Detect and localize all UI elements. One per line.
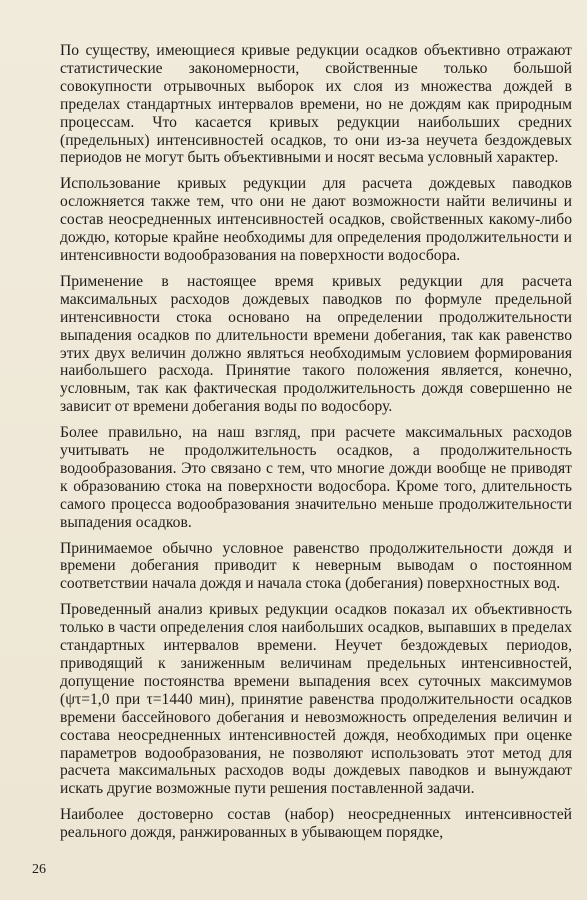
paragraph: Использование кривых редукции для расчета дождевых паводков осложняется также тем, что они не дают возможности найти величины и состав неосредненных интенсивностей осадков, свойственных какому-либо дождю, которые крайне необходимы для определения продолжительности и интенсивности водообразования на поверхности водосбора. — [60, 175, 572, 264]
paragraph: По существу, имеющиеся кривые редукции осадков объективно отражают статистические закономерности, свойственные только большой совокупности отрывочных выборок их слоя из множества дождей в пределах стандартных интервалов времени, но не дождям как природным процессам. Что касается кривых редукции наибольших средних (предельных) интенсивностей осадков, то они из-за неучета бездождевых периодов не могут быть объективными и носят весьма условный характер. — [60, 42, 572, 167]
paragraph: Проведенный анализ кривых редукции осадков показал их объективность только в части определения слоя наибольших осадков, выпавших в пределах стандартных интервалов времени. Неучет бездождевых периодов, приводящий к заниженным величинам предельных интенсивностей, допущение постоянства времени выпадения всех суточных максимумов (ψτ=1,0 при τ=1440 мин), принятие равенства продолжительности осадков времени бассейнового добегания и невозможность определения величин и состава неосредненных интенсивностей дождя, необходимых при оценке параметров водообразования, не позволяют использовать этот метод для расчета максимальных расходов воды дождевых паводков и вынуждают искать другие возможные пути решения поставленной задачи. — [60, 601, 572, 798]
paragraph: Принимаемое обычно условное равенство продолжительности дождя и времени добегания приводит к неверным выводам о постоянном соответствии начала дождя и начала стока (добегания) поверхностных вод. — [60, 539, 572, 593]
paragraph: Более правильно, на наш взгляд, при расчете максимальных расходов учитывать не продолжительность осадков, а продолжительность водообразования. Это связано с тем, что многие дожди вообще не приводят к образованию стока на поверхности водосбора. Кроме того, длительность самого процесса водообразования значительно меньше продолжительности выпадения осадков. — [60, 424, 572, 531]
body-text — [60, 42, 572, 850]
paragraph: Применение в настоящее время кривых редукции для расчета максимальных расходов дождевых паводков по формуле предельной интенсивности стока основано на определении продолжительности выпадения осадков по длительности времени добегания, так как равенство этих двух величин должно являться необходимым условием формирования наибольшего расхода. Принятие такого положения является, конечно, условным, так как фактическая продолжительность дождя совершенно не зависит от времени добегания воды по водосбору. — [60, 272, 572, 416]
page-number: 26 — [32, 862, 46, 877]
paragraph: Наиболее достоверно состав (набор) неосредненных интенсивностей реального дождя, ранжированных в убывающем порядке, — [60, 806, 572, 842]
